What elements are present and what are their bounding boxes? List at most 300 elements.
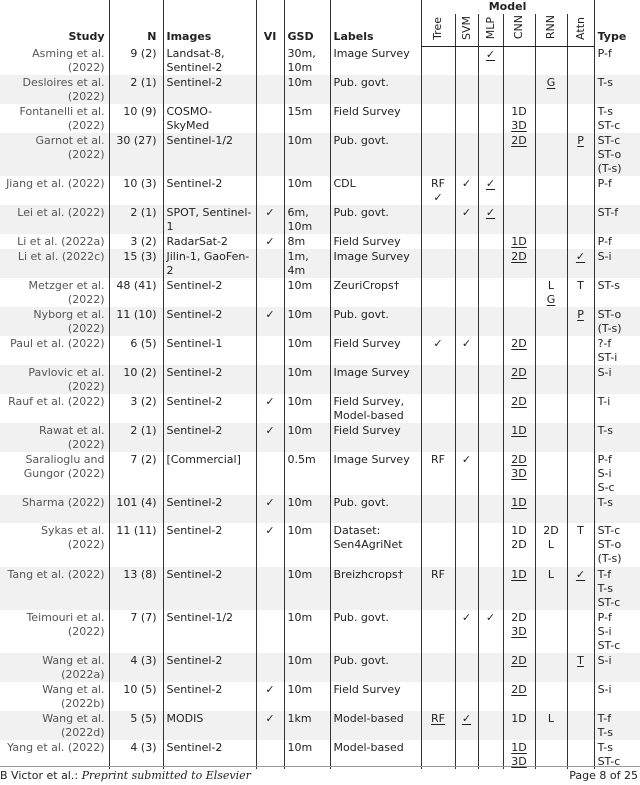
cell-images: Sentinel-2 — [163, 365, 256, 394]
type-code: S-i — [597, 366, 612, 379]
cell-type — [594, 423, 640, 452]
model-variant: 1D — [511, 712, 527, 725]
cell-type — [594, 523, 640, 567]
cell-n: 2 (1) — [109, 423, 163, 452]
table-row — [0, 452, 640, 495]
type-code: T-s — [597, 726, 613, 739]
cell-images: Sentinel-2 — [163, 75, 256, 104]
cell-svm — [455, 46, 478, 75]
cell-cnn — [503, 523, 535, 567]
type-code: T-s — [597, 741, 613, 754]
type-code: T-s — [597, 424, 613, 437]
table-row — [0, 682, 640, 711]
cell-tree — [421, 278, 455, 307]
cell-images: Sentinel-2 — [163, 278, 256, 307]
cell-labels: Breizhcrops† — [330, 567, 421, 610]
cell-study: Desloires et al. (2022) — [0, 75, 109, 104]
checkmark-icon: ✓ — [485, 47, 496, 61]
vi-checkmark-icon: ✓ — [256, 205, 284, 234]
cell-labels: Model-based — [330, 711, 421, 740]
cell-images: [Commercial] — [163, 452, 256, 495]
model-variant: RF — [431, 177, 445, 190]
cell-n: 3 (2) — [109, 394, 163, 423]
cell-svm — [455, 176, 478, 205]
header-type: Type — [594, 0, 640, 46]
model-variant: 2D — [511, 654, 527, 667]
cell-cnn — [503, 307, 535, 336]
model-variant: 1D — [511, 524, 527, 537]
table-row — [0, 394, 640, 423]
cell-mlp — [478, 394, 503, 423]
cell-labels: Pub. govt. — [330, 307, 421, 336]
cell-tree — [421, 104, 455, 133]
checkmark-icon: ✓ — [433, 337, 443, 350]
cell-rnn — [535, 567, 567, 610]
model-variant: RF — [431, 568, 445, 581]
model-variant: G — [546, 76, 556, 89]
cell-images: SPOT, Sentinel-1 — [163, 205, 256, 234]
cell-cnn — [503, 205, 535, 234]
cell-mlp — [478, 423, 503, 452]
checkmark-icon: ✓ — [461, 206, 472, 219]
checkmark-icon: ✓ — [485, 611, 496, 624]
cell-attn — [567, 682, 594, 711]
header-svm: SVM — [459, 15, 473, 40]
cell-svm — [455, 75, 478, 104]
table-row — [0, 249, 640, 278]
model-variant: L — [547, 279, 555, 292]
type-code: S-i — [597, 683, 612, 696]
cell-labels: Field Survey, Model-based — [330, 394, 421, 423]
cell-n: 10 (3) — [109, 176, 163, 205]
cell-images: Landsat-8, Sentinel-2 — [163, 46, 256, 75]
cell-tree — [421, 176, 455, 205]
cell-vi — [256, 567, 284, 610]
cell-n: 4 (3) — [109, 653, 163, 682]
cell-study: Li et al. (2022a) — [17, 235, 105, 248]
type-code: ST-c — [597, 119, 621, 132]
cell-svm — [455, 336, 478, 365]
cell-attn — [567, 133, 594, 176]
cell-mlp — [478, 711, 503, 740]
checkmark-icon: ✓ — [575, 568, 586, 581]
cell-tree — [421, 682, 455, 711]
type-code: ST-c — [597, 596, 621, 609]
cell-svm — [455, 205, 478, 234]
cell-cnn — [503, 133, 535, 176]
model-variant: 3D — [511, 755, 527, 768]
cell-gsd: 10m — [284, 682, 330, 711]
cell-gsd: 0.5m — [284, 452, 330, 495]
type-code: ST-s — [597, 279, 620, 292]
cell-mlp — [478, 249, 503, 278]
cell-gsd: 1m, 4m — [284, 249, 330, 278]
cell-gsd: 8m — [284, 234, 330, 249]
cell-labels: Field Survey — [330, 234, 421, 249]
cell-gsd: 10m — [284, 394, 330, 423]
cell-mlp — [478, 205, 503, 234]
cell-svm — [455, 610, 478, 653]
cell-images: Sentinel-1/2 — [163, 133, 256, 176]
cell-mlp — [478, 567, 503, 610]
table-row — [0, 205, 640, 234]
type-code: ST-o — [597, 148, 622, 161]
cell-svm — [455, 365, 478, 394]
cell-gsd: 10m — [284, 307, 330, 336]
type-code: S-i — [597, 625, 612, 638]
cell-tree — [421, 523, 455, 567]
cell-images: Sentinel-2 — [163, 423, 256, 452]
cell-gsd: 10m — [284, 523, 330, 567]
type-code: ST-c — [597, 639, 621, 652]
cell-type — [594, 711, 640, 740]
cell-mlp — [478, 610, 503, 653]
type-code: T-s — [597, 76, 613, 89]
cell-attn — [567, 176, 594, 205]
cell-cnn — [503, 452, 535, 495]
cell-svm — [455, 278, 478, 307]
cell-tree — [421, 423, 455, 452]
model-variant: 2D — [511, 134, 527, 147]
cell-rnn — [535, 249, 567, 278]
cell-attn — [567, 567, 594, 610]
cell-cnn — [503, 176, 535, 205]
cell-images: Jilin-1, GaoFen-2 — [163, 249, 256, 278]
vi-checkmark-icon: ✓ — [256, 495, 284, 523]
cell-rnn — [535, 495, 567, 523]
model-variant: 1D — [511, 568, 527, 581]
type-code: (T-s) — [597, 552, 622, 565]
cell-study: Jiang et al. (2022) — [6, 177, 105, 190]
cell-type — [594, 278, 640, 307]
cell-type — [594, 610, 640, 653]
cell-n: 6 (5) — [109, 336, 163, 365]
cell-vi — [256, 278, 284, 307]
cell-attn — [567, 104, 594, 133]
cell-images: Sentinel-2 — [163, 682, 256, 711]
cell-attn — [567, 711, 594, 740]
type-code: T-s — [597, 105, 613, 118]
cell-mlp — [478, 452, 503, 495]
cell-labels: Image Survey — [330, 249, 421, 278]
cell-rnn — [535, 133, 567, 176]
cell-images: Sentinel-2 — [163, 740, 256, 769]
cell-type — [594, 394, 640, 423]
header-study: Study — [68, 30, 105, 43]
cell-study: Sykas et al. (2022) — [40, 524, 105, 551]
type-code: P-f — [597, 47, 612, 60]
cell-attn — [567, 307, 594, 336]
cell-attn — [567, 394, 594, 423]
cell-tree — [421, 610, 455, 653]
cell-type — [594, 567, 640, 610]
cell-tree — [421, 452, 455, 495]
cell-tree — [421, 307, 455, 336]
cell-labels: Field Survey — [330, 682, 421, 711]
cell-vi — [256, 46, 284, 75]
header-gsd: GSD — [284, 0, 330, 46]
cell-vi — [256, 452, 284, 495]
cell-vi — [256, 610, 284, 653]
cell-images: Sentinel-2 — [163, 653, 256, 682]
cell-tree — [421, 740, 455, 769]
type-code: S-i — [597, 654, 612, 667]
cell-type — [594, 75, 640, 104]
cell-study: Pavlovic et al. (2022) — [0, 365, 109, 394]
cell-type — [594, 234, 640, 249]
cell-svm — [455, 567, 478, 610]
model-variant: 1D — [511, 741, 527, 754]
type-code: ST-c — [597, 755, 621, 768]
type-code: T-s — [597, 496, 613, 509]
cell-labels: Pub. govt. — [330, 610, 421, 653]
model-variant: 2D — [511, 395, 527, 408]
cell-images: COSMO-SkyMed — [163, 104, 256, 133]
cell-images: Sentinel-2 — [163, 307, 256, 336]
cell-attn — [567, 336, 594, 365]
cell-labels: Pub. govt. — [330, 495, 421, 523]
cell-type — [594, 46, 640, 75]
page-footer — [0, 766, 640, 785]
table-row — [0, 495, 640, 523]
type-code: S-c — [597, 481, 615, 494]
cell-tree — [421, 234, 455, 249]
cell-tree — [421, 567, 455, 610]
cell-svm — [455, 523, 478, 567]
cell-images: Sentinel-2 — [163, 523, 256, 567]
model-variant: P — [577, 134, 584, 147]
cell-type — [594, 205, 640, 234]
cell-n: 30 (27) — [109, 133, 163, 176]
cell-cnn — [503, 610, 535, 653]
cell-type — [594, 495, 640, 523]
cell-n: 11 (10) — [109, 307, 163, 336]
cell-cnn — [503, 278, 535, 307]
cell-study: Rawat et al. (2022) — [0, 423, 109, 452]
cell-images: Sentinel-1/2 — [163, 610, 256, 653]
model-variant: 2D — [511, 337, 527, 350]
cell-mlp — [478, 75, 503, 104]
model-variant: T — [577, 654, 584, 667]
cell-n: 3 (2) — [109, 234, 163, 249]
type-code: P-f — [597, 611, 612, 624]
cell-type — [594, 682, 640, 711]
cell-gsd: 10m — [284, 365, 330, 394]
cell-n: 101 (4) — [109, 495, 163, 523]
model-variant: L — [547, 568, 555, 581]
cell-tree — [421, 75, 455, 104]
type-code: T-f — [597, 568, 612, 581]
cell-attn — [567, 46, 594, 75]
checkmark-icon: ✓ — [575, 250, 586, 263]
cell-mlp — [478, 307, 503, 336]
cell-study: Teimouri et al. (2022) — [26, 611, 105, 638]
cell-study: Rauf et al. (2022) — [8, 395, 105, 408]
table-row — [0, 75, 640, 104]
checkmark-icon: ✓ — [461, 177, 472, 190]
header-tree: Tree — [431, 16, 444, 40]
cell-rnn — [535, 452, 567, 495]
model-variant: 3D — [511, 467, 527, 480]
cell-rnn — [535, 711, 567, 740]
cell-study: Nyborg et al. (2022) — [0, 307, 109, 336]
cell-vi — [256, 365, 284, 394]
cell-n: 2 (1) — [109, 75, 163, 104]
cell-mlp — [478, 740, 503, 769]
cell-labels: Field Survey — [330, 423, 421, 452]
model-variant: L — [547, 712, 555, 725]
cell-attn — [567, 234, 594, 249]
cell-n: 48 (41) — [109, 278, 163, 307]
cell-study: Paul et al. (2022) — [10, 337, 105, 350]
cell-rnn — [535, 278, 567, 307]
cell-tree — [421, 394, 455, 423]
cell-svm — [455, 104, 478, 133]
cell-labels: Image Survey — [330, 46, 421, 75]
type-code: (T-s) — [597, 162, 622, 175]
cell-vi — [256, 176, 284, 205]
table-row — [0, 653, 640, 682]
cell-n: 7 (2) — [109, 452, 163, 495]
vi-checkmark-icon: ✓ — [256, 711, 284, 740]
cell-n: 11 (11) — [109, 523, 163, 567]
cell-study: Asming et al. (2022) — [32, 47, 105, 74]
model-variant: 1D — [511, 496, 527, 509]
cell-type — [594, 104, 640, 133]
cell-gsd: 10m — [284, 740, 330, 769]
cell-tree — [421, 249, 455, 278]
cell-attn — [567, 452, 594, 495]
cell-n: 9 (2) — [109, 46, 163, 75]
cell-type — [594, 365, 640, 394]
header-model-group: Model — [421, 0, 594, 14]
cell-type — [594, 249, 640, 278]
cell-attn — [567, 740, 594, 769]
cell-cnn — [503, 495, 535, 523]
cell-rnn — [535, 307, 567, 336]
cell-labels: Field Survey — [330, 336, 421, 365]
model-variant: 2D — [543, 524, 559, 537]
vi-checkmark-icon: ✓ — [256, 423, 284, 452]
cell-type — [594, 653, 640, 682]
cell-n: 2 (1) — [109, 205, 163, 234]
cell-attn — [567, 523, 594, 567]
model-variant: 1D — [511, 105, 527, 118]
type-code: S-i — [597, 467, 612, 480]
table-row — [0, 234, 640, 249]
cell-n: 5 (5) — [109, 711, 163, 740]
cell-cnn — [503, 336, 535, 365]
cell-labels: CDL — [330, 176, 421, 205]
model-variant: 2D — [511, 611, 527, 624]
cell-study: Wang et al. (2022a) — [0, 653, 109, 682]
cell-study: Li et al. (2022c) — [0, 249, 109, 278]
cell-mlp — [478, 653, 503, 682]
cell-tree — [421, 365, 455, 394]
cell-vi — [256, 740, 284, 769]
cell-cnn — [503, 423, 535, 452]
cell-mlp — [478, 523, 503, 567]
cell-rnn — [535, 423, 567, 452]
cell-mlp — [478, 278, 503, 307]
cell-tree — [421, 205, 455, 234]
table-row — [0, 423, 640, 452]
cell-attn — [567, 278, 594, 307]
cell-type — [594, 336, 640, 365]
checkmark-icon: ✓ — [461, 712, 472, 725]
cell-images: Sentinel-2 — [163, 495, 256, 523]
cell-labels: Pub. govt. — [330, 205, 421, 234]
cell-mlp — [478, 46, 503, 75]
type-code: P-f — [597, 235, 612, 248]
cell-attn — [567, 205, 594, 234]
cell-mlp — [478, 234, 503, 249]
cell-type — [594, 133, 640, 176]
table-row — [0, 307, 640, 336]
cell-images: Sentinel-2 — [163, 394, 256, 423]
cell-svm — [455, 423, 478, 452]
cell-n: 10 (9) — [109, 104, 163, 133]
cell-rnn — [535, 234, 567, 249]
cell-study: Lei et al. (2022) — [0, 205, 109, 234]
cell-svm — [455, 234, 478, 249]
cell-study: Wang et al. (2022b) — [42, 683, 105, 710]
type-code: P-f — [597, 453, 612, 466]
cell-n: 7 (7) — [109, 610, 163, 653]
cell-type — [594, 307, 640, 336]
header-n: N — [109, 0, 163, 46]
cell-type — [594, 176, 640, 205]
cell-vi — [256, 336, 284, 365]
cell-rnn — [535, 104, 567, 133]
cell-gsd: 10m — [284, 278, 330, 307]
checkmark-icon: ✓ — [461, 611, 472, 624]
cell-cnn — [503, 567, 535, 610]
table-row — [0, 365, 640, 394]
cell-study: Yang et al. (2022) — [7, 741, 105, 754]
cell-tree — [421, 336, 455, 365]
cell-rnn — [535, 365, 567, 394]
header-images: Images — [163, 0, 256, 46]
model-variant: 2D — [511, 683, 527, 696]
cell-n: 15 (3) — [109, 249, 163, 278]
type-code: ST-f — [597, 206, 619, 219]
cell-study: Fontanelli et al. (2022) — [19, 105, 105, 132]
cell-type — [594, 452, 640, 495]
type-code: ST-o — [597, 538, 622, 551]
cell-svm — [455, 653, 478, 682]
cell-gsd: 10m — [284, 176, 330, 205]
cell-cnn — [503, 234, 535, 249]
model-variant: 2D — [511, 538, 527, 551]
cell-rnn — [535, 205, 567, 234]
cell-images: Sentinel-2 — [163, 176, 256, 205]
cell-svm — [455, 495, 478, 523]
cell-tree — [421, 653, 455, 682]
vi-checkmark-icon: ✓ — [256, 234, 284, 249]
model-variant: 2D — [511, 366, 527, 379]
table-row — [0, 336, 640, 365]
cell-attn — [567, 365, 594, 394]
vi-checkmark-icon: ✓ — [256, 307, 284, 336]
model-variant: P — [577, 308, 584, 321]
cell-gsd: 10m — [284, 495, 330, 523]
cell-gsd: 6m, 10m — [284, 205, 330, 234]
header-attn: Attn — [573, 16, 587, 40]
cell-gsd: 10m — [284, 133, 330, 176]
cell-attn — [567, 653, 594, 682]
cell-svm — [455, 133, 478, 176]
